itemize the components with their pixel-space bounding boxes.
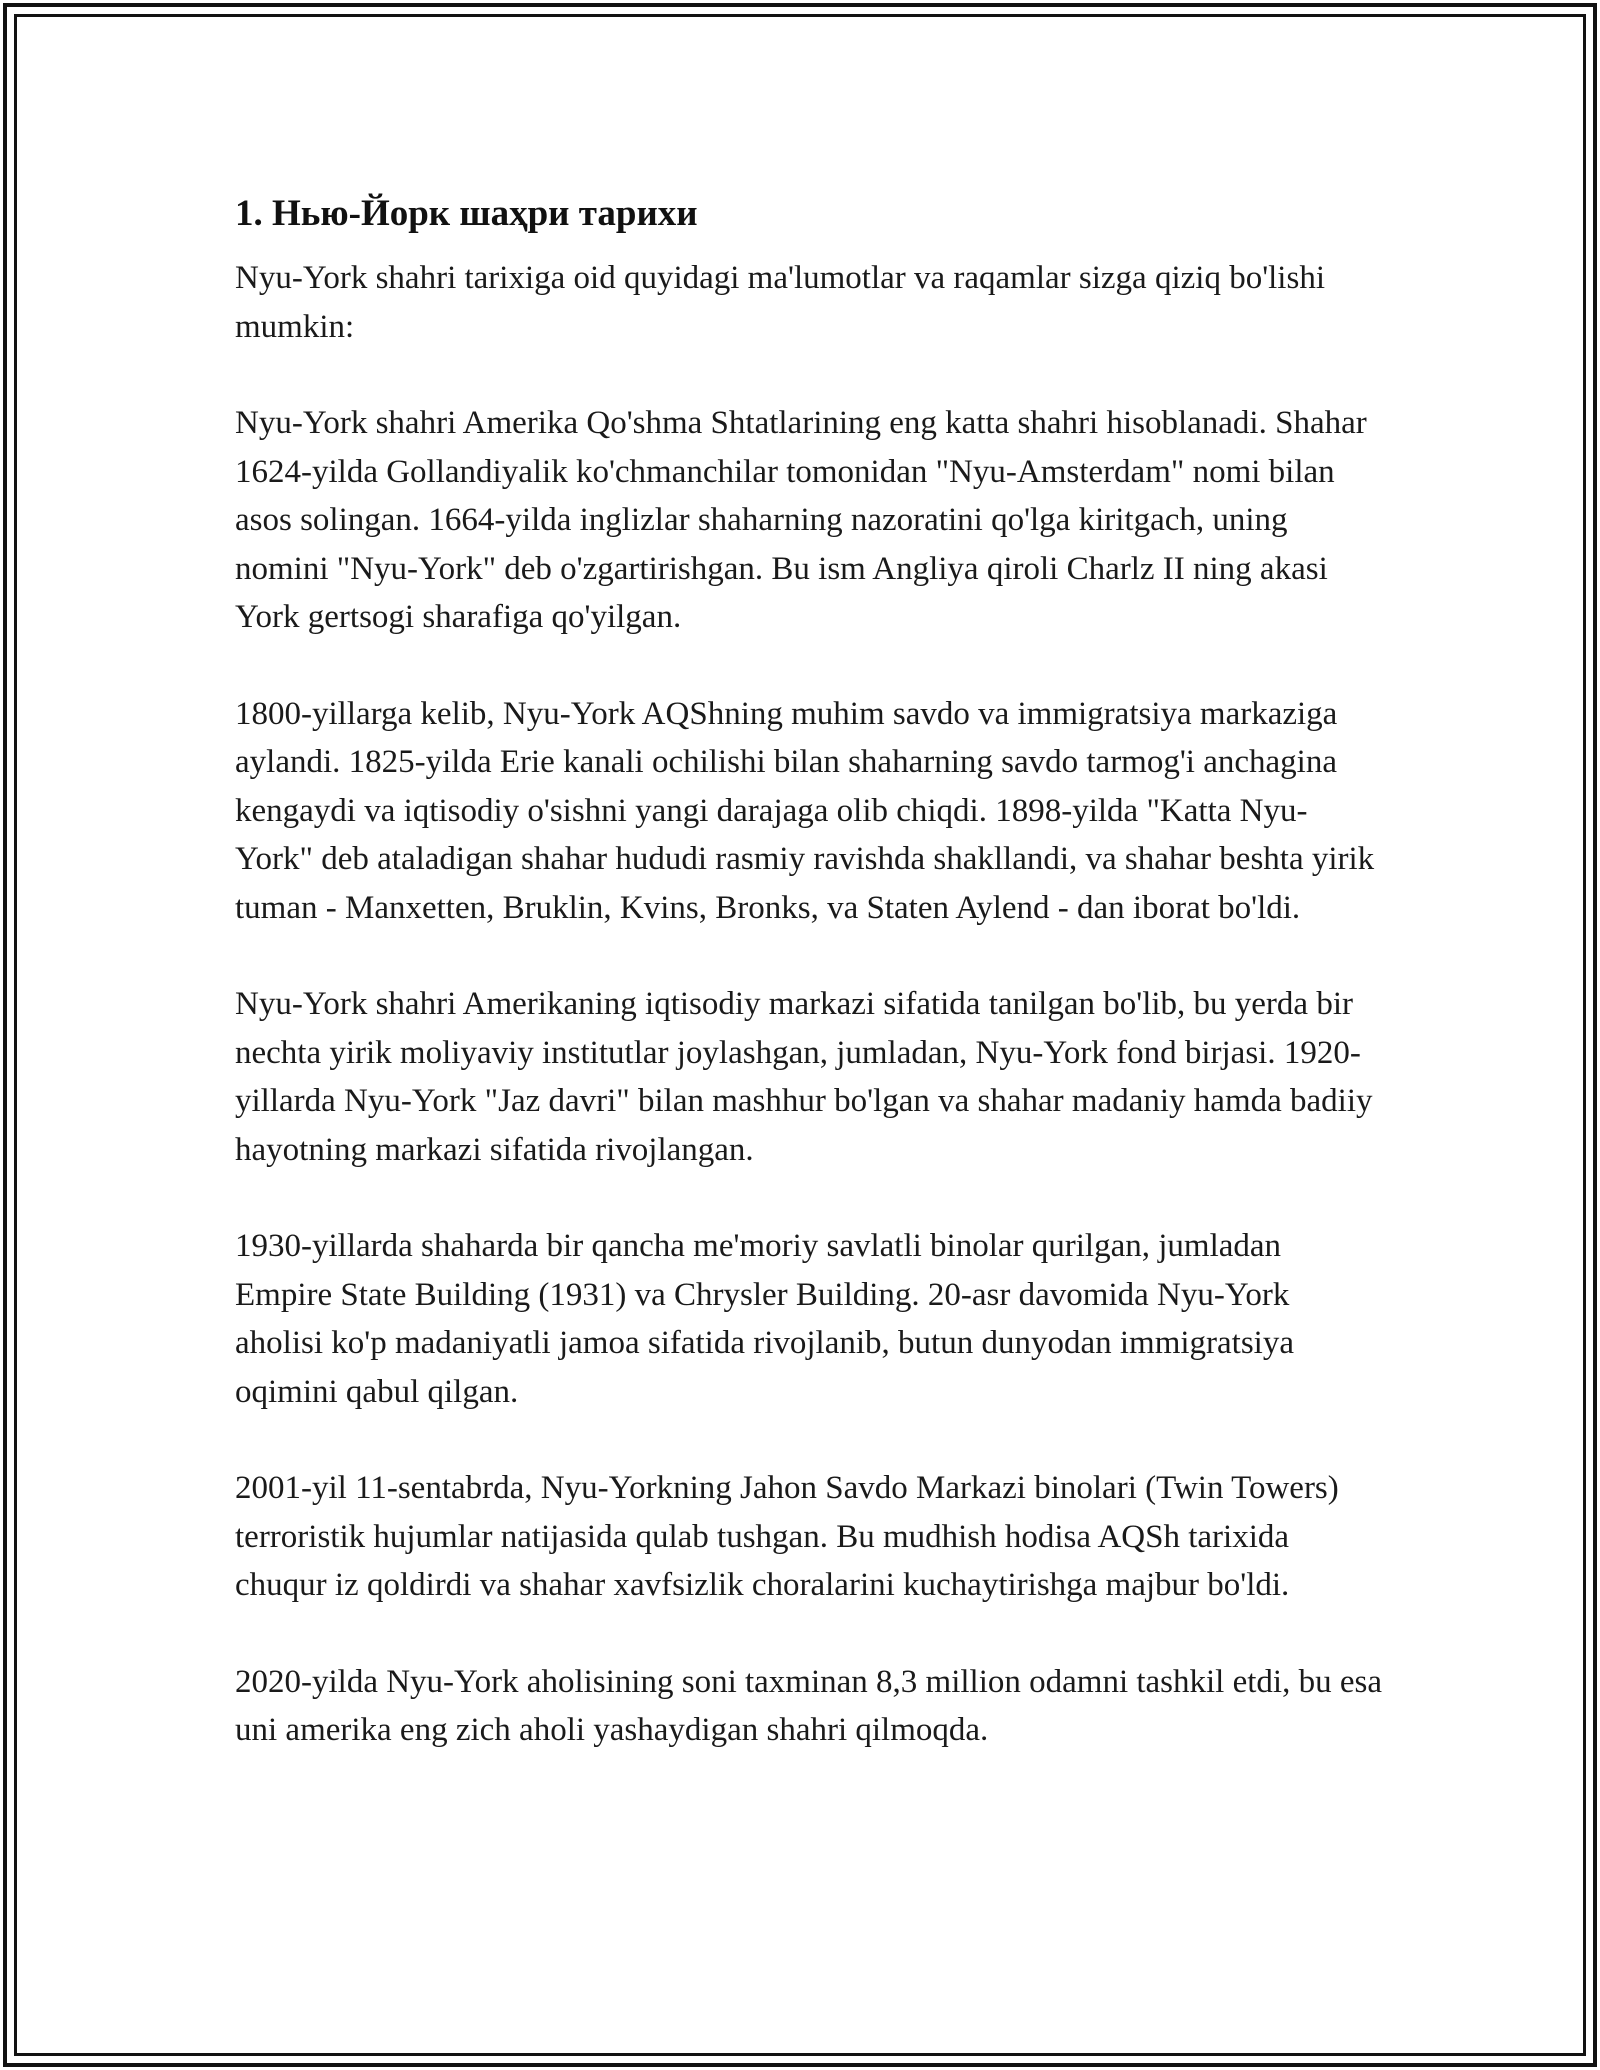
paragraph-1930s: 1930-yillarda shaharda bir qancha me'moriy savlatli binolar qurilgan, jumladan Empire State Building (1931) va Chrysler Building. 20-asr davomida Nyu-York aholisi ko'p madaniyatli jamoa sifatida rivojlanib, butun dunyodan immigratsiya oqimini qabul qilgan.: [235, 1228, 1294, 1410]
page-title: 1. Нью-Йорк шаҳри тарихи: [235, 193, 698, 234]
paragraph-1800s: 1800-yillarga kelib, Nyu-York AQShning muhim savdo va immigratsiya markaziga aylandi. 1825-yilda Erie kanali ochilishi bilan shaharning savdo tarmog'i anchagina kengaydi va iqtisodiy o'sishni yangi darajaga olib chiqdi. 1898-yilda "Katta Nyu-York" deb ataladigan shahar hududi rasmiy ravishda shakllandi, va shahar beshta yirik tuman - Manxetten, Bruklin, Kvins, Bronks, va Staten Aylend - dan iborat bo'ldi.: [235, 695, 1375, 926]
paragraph-intro: Nyu-York shahri tarixiga oid quyidagi ma'lumotlar va raqamlar sizga qiziq bo'lishi mumkin:: [235, 260, 1325, 345]
paragraph-economy: Nyu-York shahri Amerikaning iqtisodiy markazi sifatida tanilgan bo'lib, bu yerda bir nechta yirik moliyaviy institutlar joylashgan, jumladan, Nyu-York fond birjasi. 1920-yillarda Nyu-York "Jaz davri" bilan mashhur bo'lgan va shahar madaniy hamda badiiy hayotning markazi sifatida rivojlangan.: [235, 986, 1373, 1168]
paragraph-2020: 2020-yilda Nyu-York aholisining soni taxminan 8,3 million odamni tashkil etdi, bu esa uni amerika eng zich aholi yashaydigan shahri qilmoqda.: [235, 1663, 1382, 1748]
paragraph-founding: Nyu-York shahri Amerika Qo'shma Shtatlarining eng katta shahri hisoblanadi. Shahar 1624-yilda Gollandiyalik ko'chmanchilar tomonidan "Nyu-Amsterdam" nomi bilan asos solingan. 1664-yilda inglizlar shaharning nazoratini qo'lga kiritgach, uning nomini "Nyu-York" deb o'zgartirishgan. Bu ism Angliya qiroli Charlz II ning akasi York gertsogi sharafiga qo'yilgan.: [235, 405, 1367, 635]
paragraph-2001: 2001-yil 11-sentabrda, Nyu-Yorkning Jahon Savdo Markazi binolari (Twin Towers) terroristik hujumlar natijasida qulab tushgan. Bu mudhish hodisa AQSh tarixida chuqur iz qoldirdi va shahar xavfsizlik choralarini kuchaytirishga majbur bo'ldi.: [235, 1470, 1339, 1603]
document-body: [235, 186, 1385, 1803]
